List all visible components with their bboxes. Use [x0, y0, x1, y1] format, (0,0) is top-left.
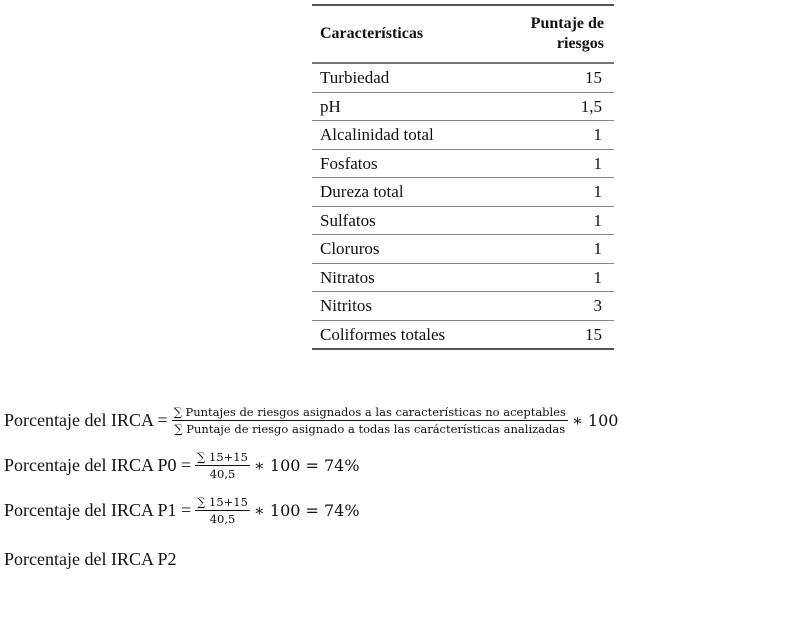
table-row — [312, 292, 614, 321]
risk-score-cell: 1,5 — [516, 92, 614, 121]
numerator: ∑ 15+15 — [197, 495, 248, 509]
characteristic-cell: Sulfatos — [312, 206, 516, 235]
risk-score-cell: 1 — [516, 206, 614, 235]
risk-score-cell: 3 — [516, 292, 614, 321]
irca-p2-label — [4, 549, 176, 570]
characteristic-cell: Nitritos — [312, 292, 516, 321]
characteristic-cell: Coliformes totales — [312, 320, 516, 349]
formula-tail: ∗ 100 — [571, 411, 619, 430]
formula-lhs: Porcentaje del IRCA P2 — [4, 549, 177, 569]
characteristic-cell: Cloruros — [312, 235, 516, 264]
risk-score-cell: 1 — [516, 149, 614, 178]
formula-tail: ∗ 100 = 74% — [253, 456, 360, 475]
table-row — [312, 149, 614, 178]
characteristic-cell: Turbiedad — [312, 63, 516, 92]
table-row — [312, 206, 614, 235]
table-row — [312, 121, 614, 150]
formula-lhs: Porcentaje del IRCA = — [4, 410, 168, 430]
table-row — [312, 178, 614, 207]
characteristic-cell: Nitratos — [312, 263, 516, 292]
irca-formula — [4, 405, 618, 436]
table-row — [312, 320, 614, 349]
numerator: ∑ Puntajes de riesgos asignados a las características no aceptables — [173, 405, 566, 419]
risk-score-cell: 15 — [516, 63, 614, 92]
risk-score-table — [312, 4, 614, 350]
table-row — [312, 263, 614, 292]
characteristic-cell: pH — [312, 92, 516, 121]
risk-score-cell: 15 — [516, 320, 614, 349]
irca-p0-formula — [4, 450, 360, 481]
denominator: ∑ Puntaje de riesgo asignado a todas las carácterísticas analizadas — [174, 422, 566, 436]
risk-score-cell: 1 — [516, 235, 614, 264]
denominator: 40,5 — [209, 512, 236, 526]
characteristic-cell: Fosfatos — [312, 149, 516, 178]
fraction — [172, 405, 568, 436]
table-row — [312, 235, 614, 264]
characteristic-cell: Dureza total — [312, 178, 516, 207]
formula-lhs: Porcentaje del IRCA P1 = — [4, 500, 192, 520]
irca-p1-formula — [4, 495, 360, 526]
header-characteristics: Características — [320, 25, 424, 42]
table-row — [312, 63, 614, 92]
risk-score-cell: 1 — [516, 121, 614, 150]
table-row — [312, 92, 614, 121]
fraction — [195, 450, 250, 481]
characteristic-cell: Alcalinidad total — [312, 121, 516, 150]
numerator: ∑ 15+15 — [197, 450, 248, 464]
formula-tail: ∗ 100 = 74% — [253, 501, 360, 520]
fraction — [195, 495, 250, 526]
denominator: 40,5 — [209, 467, 236, 481]
risk-score-cell: 1 — [516, 178, 614, 207]
formula-lhs: Porcentaje del IRCA P0 = — [4, 455, 192, 475]
header-risk-score: Puntaje de riesgos — [530, 15, 604, 52]
risk-score-cell: 1 — [516, 263, 614, 292]
